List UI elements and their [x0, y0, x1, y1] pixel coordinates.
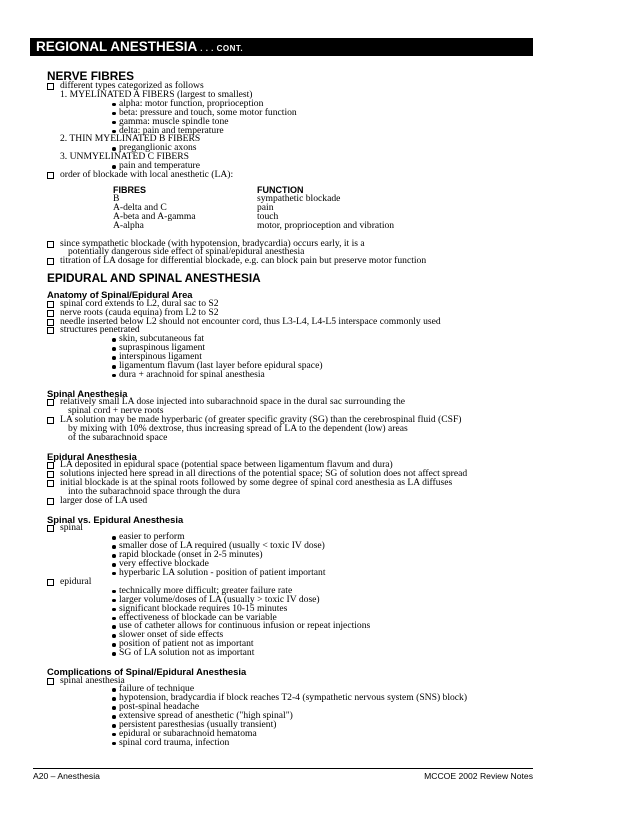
list-item: significant blockade requires 10-15 minutes — [33, 605, 533, 614]
bullet-icon — [112, 724, 116, 728]
checkbox-bullet-icon — [47, 83, 54, 90]
list-item: gamma: muscle spindle tone — [33, 118, 533, 127]
list-item: failure of technique — [33, 685, 533, 694]
checkbox-bullet-icon — [47, 462, 54, 469]
list-item: LA solution may be made hyperbaric (of greater specific gravity (SG) than the cerebrospinal fluid (CSF) — [33, 416, 533, 425]
checkbox-bullet-icon — [47, 579, 54, 586]
checkbox-bullet-icon — [47, 241, 54, 248]
page — [33, 38, 533, 748]
bullet-icon — [112, 643, 116, 647]
list-item: delta: pain and temperature — [33, 127, 533, 136]
table-row — [33, 219, 533, 231]
table-header-cell: FUNCTION — [257, 184, 304, 195]
list-item: post-spinal headache — [33, 703, 533, 712]
list-item: spinal cord trauma, infection — [33, 739, 533, 748]
table-cell: B — [113, 192, 120, 204]
checkbox-bullet-icon — [47, 258, 54, 265]
list-item: very effective blockade — [33, 560, 533, 569]
bullet-icon — [112, 688, 116, 692]
list-item: spinal anesthesia — [33, 677, 533, 686]
list-item: spinal — [33, 524, 533, 533]
list-item: relatively small LA dose injected into subarachnoid space in the dural sac surrounding the — [33, 398, 533, 407]
bullet-icon — [112, 617, 116, 621]
bullet-icon — [112, 365, 116, 369]
table-cell: A-delta and C — [113, 201, 167, 213]
list-item: initial blockade is at the spinal roots followed by some degree of spinal cord anesthesia as LA diffuses — [33, 479, 533, 488]
fibre-function-table — [33, 186, 533, 231]
list-item: use of catheter allows for continuous infusion or repeat injections — [33, 622, 533, 631]
subheading-spinal-vs-epidural: Spinal vs. Epidural Anesthesia — [47, 513, 184, 525]
list-item: beta: pressure and touch, some motor function — [33, 109, 533, 118]
bullet-icon — [112, 715, 116, 719]
subheading-spinal: Spinal Anesthesia — [47, 387, 128, 399]
checkbox-bullet-icon — [47, 525, 54, 532]
list-item: epidural or subarachnoid hematoma — [33, 730, 533, 739]
bullet-icon — [112, 536, 116, 540]
list-item: dura + arachnoid for spinal anesthesia — [33, 371, 533, 380]
list-item: hyperbaric LA solution - position of patient important — [33, 569, 533, 578]
list-item: larger volume/doses of LA (usually > toxic IV dose) — [33, 596, 533, 605]
section-heading-nerve-fibres: NERVE FIBRES — [47, 69, 134, 83]
list-item: slower onset of side effects — [33, 631, 533, 640]
bullet-icon — [112, 599, 116, 603]
list-item: skin, subcutaneous fat — [33, 335, 533, 344]
list-item: order of blockade with local anesthetic (LA): — [33, 171, 533, 180]
list-item: interspinous ligament — [33, 353, 533, 362]
list-item: alpha: motor function, proprioception — [33, 100, 533, 109]
list-item: 1. MYELINATED A FIBERS (largest to smallest) — [60, 88, 253, 100]
subheading-anatomy: Anatomy of Spinal/Epidural Area — [47, 289, 193, 301]
bullet-icon — [112, 742, 116, 746]
table-cell: sympathetic blockade — [257, 192, 341, 204]
list-item: hypotension, bradycardia if block reaches T2-4 (sympathetic nervous system (SNS) block) — [33, 694, 533, 703]
bullet-icon — [112, 563, 116, 567]
table-cell: A-beta and A-gamma — [113, 210, 196, 222]
checkbox-bullet-icon — [47, 172, 54, 179]
table-cell: motor, proprioception and vibration — [257, 219, 395, 231]
bullet-icon — [112, 652, 116, 656]
section-heading-epidural-spinal: EPIDURAL AND SPINAL ANESTHESIA — [47, 271, 261, 286]
page-title: REGIONAL ANESTHESIA — [36, 39, 198, 54]
bullet-icon — [112, 338, 116, 342]
table-row — [33, 192, 533, 204]
list-item: 2. THIN MYELINATED B FIBERS — [60, 133, 201, 145]
bullet-icon — [112, 545, 116, 549]
list-item: smaller dose of LA required (usually < toxic IV dose) — [33, 542, 533, 551]
checkbox-bullet-icon — [47, 480, 54, 487]
list-item: position of patient not as important — [33, 640, 533, 649]
bullet-icon — [112, 590, 116, 594]
list-item-continuation: into the subarachnoid space through the dura — [68, 486, 241, 498]
bullet-icon — [112, 608, 116, 612]
table-cell: A-alpha — [113, 219, 144, 231]
table-header-cell: FIBRES — [113, 184, 147, 195]
list-item: LA deposited in epidural space (potential space between ligamentum flavum and dura) — [33, 461, 533, 470]
checkbox-bullet-icon — [47, 678, 54, 685]
list-item: different types categorized as follows — [33, 82, 533, 91]
list-item: SG of LA solution not as important — [33, 649, 533, 658]
bullet-icon — [112, 733, 116, 737]
list-item-continuation: by mixing with 10% dextrose, thus increasing spread of LA to the dependent (low) areas — [68, 423, 408, 435]
list-item: easier to perform — [33, 533, 533, 542]
list-item: larger dose of LA used — [33, 497, 533, 506]
checkbox-bullet-icon — [47, 301, 54, 308]
table-cell: touch — [257, 210, 279, 222]
list-item: epidural — [33, 578, 533, 587]
table-row — [33, 201, 533, 213]
list-item: supraspinous ligament — [33, 344, 533, 353]
bullet-icon — [112, 147, 116, 151]
list-item: nerve roots (cauda equina) from L2 to S2 — [33, 309, 533, 318]
bullet-icon — [112, 103, 116, 107]
bullet-icon — [112, 706, 116, 710]
checkbox-bullet-icon — [47, 327, 54, 334]
bullet-icon — [112, 130, 116, 134]
list-item: titration of LA dosage for differential blockade, e.g. can block pain but preserve motor function — [33, 257, 533, 266]
list-item: spinal cord extends to L2, dural sac to S2 — [33, 300, 533, 309]
list-item: 3. UNMYELINATED C FIBERS — [60, 151, 189, 163]
checkbox-bullet-icon — [47, 498, 54, 505]
list-item-continuation: of the subarachnoid space — [68, 432, 168, 443]
bullet-icon — [112, 121, 116, 125]
bullet-icon — [112, 347, 116, 351]
list-item: since sympathetic blockade (with hypotension, bradycardia) occurs early, it is a — [33, 240, 533, 249]
checkbox-bullet-icon — [47, 319, 54, 326]
bullet-icon — [112, 572, 116, 576]
checkbox-bullet-icon — [47, 417, 54, 424]
bullet-icon — [112, 625, 116, 629]
bullet-icon — [112, 554, 116, 558]
checkbox-bullet-icon — [47, 471, 54, 478]
list-item: effectiveness of blockade can be variable — [33, 614, 533, 623]
table-cell: pain — [257, 201, 274, 213]
list-item: ligamentum flavum (last layer before epidural space) — [33, 362, 533, 371]
footer-left: A20 – Anesthesia — [33, 771, 100, 781]
footer-right: MCCOE 2002 Review Notes — [424, 771, 533, 781]
list-item: needle inserted below L2 should not encounter cord, thus L3-L4, L4-L5 interspace commonly used — [33, 318, 533, 327]
bullet-icon — [112, 112, 116, 116]
list-item-continuation: spinal cord + nerve roots — [68, 405, 164, 417]
bullet-icon — [112, 697, 116, 701]
bullet-icon — [112, 374, 116, 378]
checkbox-bullet-icon — [47, 399, 54, 406]
list-item: pain and temperature — [33, 162, 533, 171]
subheading-epidural: Epidural Anesthesia — [47, 450, 137, 462]
checkbox-bullet-icon — [47, 310, 54, 317]
bullet-icon — [112, 356, 116, 360]
list-item: persistent paresthesias (usually transient) — [33, 721, 533, 730]
subheading-complications: Complications of Spinal/Epidural Anesthesia — [47, 666, 247, 678]
list-item-continuation: potentially dangerous side effect of spinal/epidural anesthesia — [68, 246, 305, 258]
list-item: technically more difficult; greater failure rate — [33, 587, 533, 596]
continued-label: . . . CONT. — [200, 44, 244, 53]
page-header-bar — [30, 38, 533, 56]
document-body — [33, 70, 533, 748]
page-footer — [33, 768, 533, 781]
list-item: solutions injected here spread in all directions of the potential space; SG of solution does not affect spread — [33, 470, 533, 479]
bullet-icon — [112, 634, 116, 638]
list-item: structures penetrated — [33, 326, 533, 335]
list-item: rapid blockade (onset in 2-5 minutes) — [33, 551, 533, 560]
list-item: extensive spread of anesthetic ("high spinal") — [33, 712, 533, 721]
list-item: preganglionic axons — [33, 144, 533, 153]
